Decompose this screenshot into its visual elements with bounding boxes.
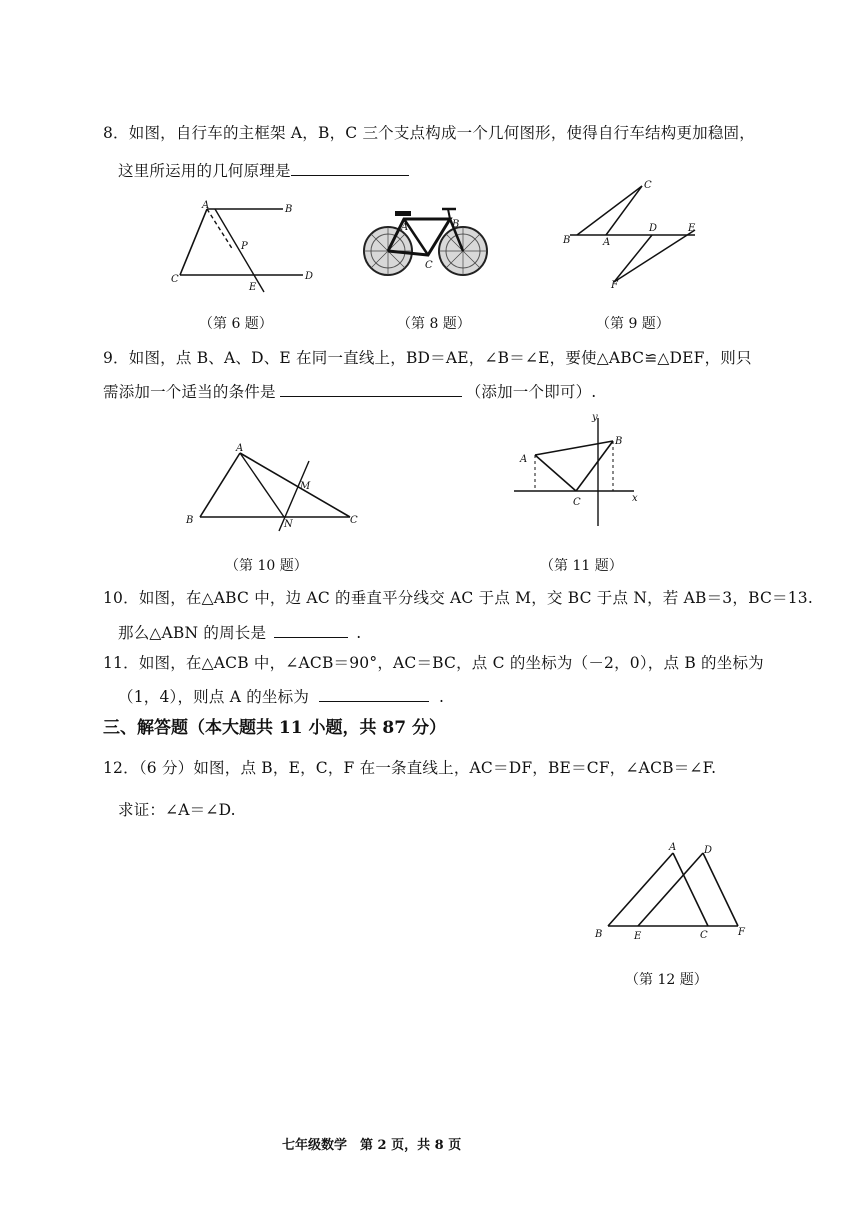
fig12-label-b: B (595, 929, 603, 940)
fig6-label-a: A (202, 200, 210, 211)
figure-6 (165, 196, 325, 296)
fig9-label-d: D (649, 223, 658, 234)
fig9-label-a: A (603, 237, 611, 248)
q12-line2: 求证：∠A＝∠D. (118, 801, 236, 819)
fig12-label-d: D (704, 845, 713, 856)
fig10-label-n: N (284, 519, 293, 530)
fig8-caption: （第 8 题） (397, 316, 471, 332)
figure-10 (180, 445, 370, 535)
figure-9 (560, 180, 710, 290)
fig8-label-a: A (401, 222, 409, 233)
fig9-label-b: B (563, 235, 571, 246)
q11-line2-text: （1，4），则点 A 的坐标为 (118, 688, 310, 706)
q11-line1: 11．如图，在△ACB 中，∠ACB＝90°，AC＝BC，点 C 的坐标为（－2，0），点 B 的坐标为 (103, 654, 764, 672)
q9-answer-blank (280, 396, 462, 397)
fig6-label-c: C (171, 274, 179, 285)
fig12-caption: （第 12 题） (625, 972, 708, 988)
q9-line2-text: 需添加一个适当的条件是 (103, 383, 276, 401)
section-3-title: 三、解答题（本大题共 11 小题，共 87 分） (103, 718, 446, 738)
fig12-label-f: F (738, 927, 745, 938)
q10-line2 (118, 621, 361, 643)
fig6-label-d: D (305, 271, 314, 282)
q11-line2-suffix: . (439, 688, 445, 706)
q8-line1: 8．如图，自行车的主框架 A，B，C 三个支点构成一个几何图形，使得自行车结构更加稳固， (103, 124, 755, 142)
fig11-label-a: A (520, 454, 528, 465)
q9-line2-suffix: （添加一个即可）. (465, 383, 597, 401)
fig9-label-e: E (688, 223, 696, 234)
figure-12 (590, 838, 755, 943)
fig6-caption: （第 6 题） (199, 316, 273, 332)
fig10-caption: （第 10 题） (225, 558, 308, 574)
q9-line2 (103, 380, 596, 402)
fig11-label-c: C (573, 497, 581, 508)
fig11-label-b: B (615, 436, 623, 447)
figure-8-bicycle (362, 205, 492, 280)
fig12-label-c: C (700, 930, 708, 941)
q11-answer-blank (319, 701, 429, 702)
page-footer: 七年级数学 第 2 页，共 8 页 (282, 1138, 462, 1153)
q12-line1: 12．（6 分）如图，点 B，E，C，F 在一条直线上，AC＝DF，BE＝CF，∠ACB＝∠F. (103, 759, 717, 777)
q9-line1: 9．如图，点 B、A、D、E 在同一直线上，BD＝AE，∠B＝∠E，要使△ABC≌△DEF，则只 (103, 349, 752, 367)
q8-line2-text: 这里所运用的几何原理是 (118, 162, 291, 180)
fig10-label-a: A (236, 443, 244, 454)
fig10-label-m: M (300, 481, 311, 492)
q10-line2-text: 那么△ABN 的周长是 (118, 624, 267, 642)
fig8-label-c: C (425, 260, 433, 271)
fig6-label-b: B (285, 204, 293, 215)
figure-11 (510, 410, 645, 530)
q8-line2 (118, 159, 409, 181)
q11-line2 (118, 685, 444, 707)
fig6-label-p: P (241, 241, 248, 252)
q10-line1: 10．如图，在△ABC 中，边 AC 的垂直平分线交 AC 于点 M，交 BC 于点 N，若 AB＝3，BC＝13. (103, 589, 813, 607)
fig6-label-e: E (249, 282, 257, 293)
fig9-label-c: C (644, 180, 652, 191)
fig10-label-c: C (350, 515, 358, 526)
fig12-label-a: A (669, 842, 677, 853)
fig11-label-x: x (632, 493, 638, 504)
fig8-label-b: B (452, 219, 460, 230)
fig9-caption: （第 9 题） (596, 316, 670, 332)
q10-line2-suffix: . (356, 624, 362, 642)
fig11-caption: （第 11 题） (540, 558, 623, 574)
fig12-label-e: E (634, 931, 642, 942)
fig10-label-b: B (186, 515, 194, 526)
q8-answer-blank (291, 175, 409, 176)
fig9-label-f: F (611, 280, 618, 291)
fig11-label-y: y (592, 412, 598, 423)
q10-answer-blank (274, 637, 348, 638)
